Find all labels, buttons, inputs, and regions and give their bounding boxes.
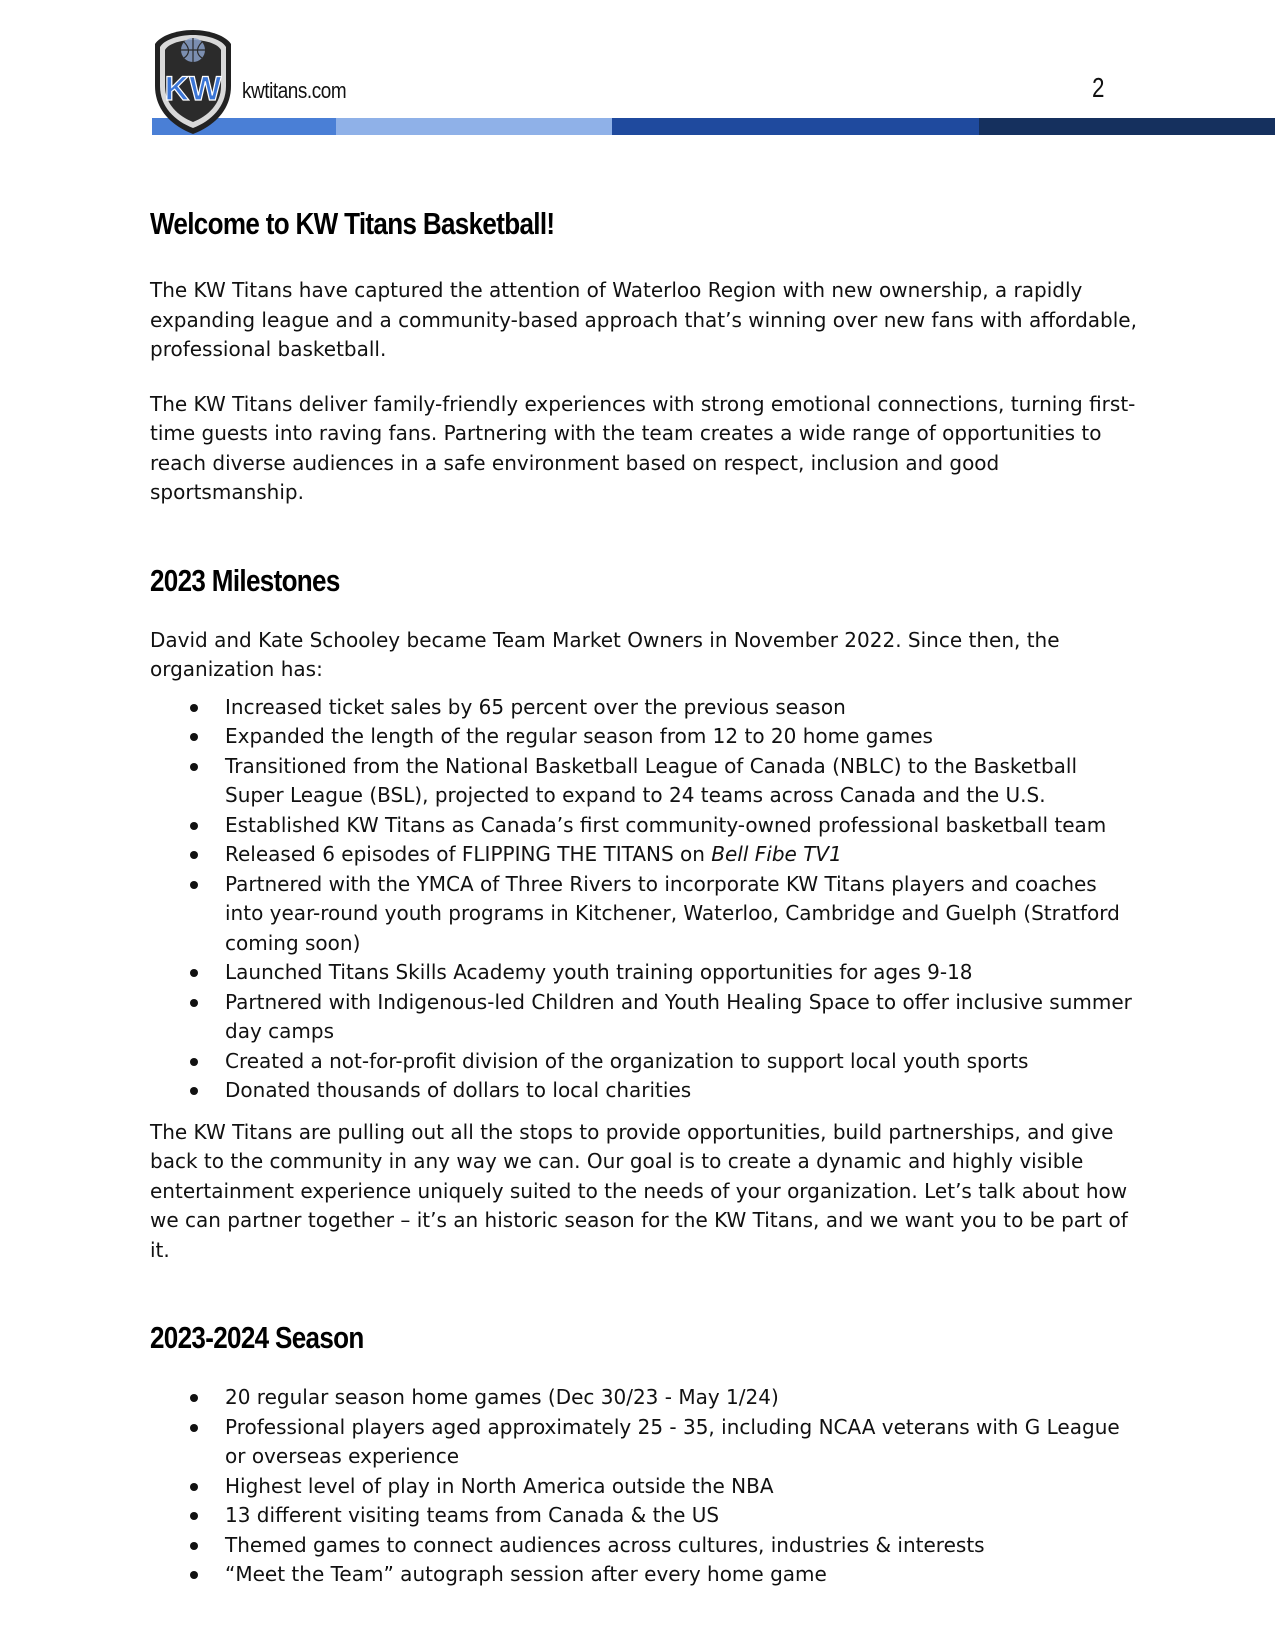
milestones-list [150,693,1140,1106]
release-text: Released 6 episodes of FLIPPING THE TITANS on [225,842,712,866]
header-bar-segment-4 [979,118,1275,135]
welcome-paragraph-2: The KW Titans deliver family-friendly experiences with strong emotional connections, turning first-time guests into raving fans. Partnering with the team creates a wide range of opportunities to reach diverse audiences in a safe environment based on respect, inclusion and good sportsmanship. [150,391,1136,504]
release-network: Bell Fibe TV1 [711,842,842,866]
list-item: Transitioned from the National Basketball League of Canada (NBLC) to the Basketball Super League (BSL), projected to expand to 24 teams across Canada and the U.S. [150,752,1140,811]
header-bar-segment-3 [612,118,979,135]
page-number: 2 [1092,72,1105,103]
list-item: Partnered with the YMCA of Three Rivers to incorporate KW Titans players and coaches into year-round youth programs in Kitchener, Waterloo, Cambridge and Guelph (Stratford coming soon) [150,870,1140,959]
list-item: Created a not-for-profit division of the organization to support local youth sports [150,1047,1140,1077]
list-item: Increased ticket sales by 65 percent over the previous season [150,693,1140,723]
site-url[interactable]: kwtitans.com [242,78,347,103]
page-content [150,200,1140,1590]
header-bar-segment-2 [336,118,612,135]
list-item [150,840,1140,870]
logo-lettering: KW [164,70,222,108]
welcome-paragraph-1: The KW Titans have captured the attention of Waterloo Region with new ownership, a rapidly expanding league and a community-based approach that’s winning over new fans with affordable, professional basketball. [150,278,1137,361]
list-item: 20 regular season home games (Dec 30/23 - May 1/24) [150,1383,1140,1413]
kw-titans-logo [152,28,234,136]
list-item: 13 different visiting teams from Canada & the US [150,1501,1140,1531]
list-item: Established KW Titans as Canada’s first community-owned professional basketball team [150,811,1140,841]
list-item: Donated thousands of dollars to local charities [150,1076,1140,1106]
list-item: Partnered with Indigenous-led Children and Youth Healing Space to offer inclusive summer day camps [150,988,1140,1047]
list-item: Launched Titans Skills Academy youth training opportunities for ages 9-18 [150,958,1140,988]
welcome-title: Welcome to KW Titans Basketball! [150,206,555,241]
season-list [150,1383,1140,1590]
milestones-title: 2023 Milestones [150,562,340,598]
season-title: 2023-2024 Season [150,1320,364,1355]
list-item: Highest level of play in North America outside the NBA [150,1472,1140,1502]
milestones-closing: The KW Titans are pulling out all the stops to provide opportunities, build partnerships, and give back to the community in any way we can. Our goal is to create a dynamic and highly visible entertainment experience uniquely suited to the needs of your organization. Let’s talk about how we can partner together – it’s an historic season for the KW Titans, and we want you to be part of it. [150,1119,1128,1262]
list-item: Professional players aged approximately 25 - 35, including NCAA veterans with G League or overseas experience [150,1413,1140,1472]
list-item: “Meet the Team” autograph session after every home game [150,1560,1140,1590]
page-header [0,0,1275,140]
list-item: Expanded the length of the regular season from 12 to 20 home games [150,722,1140,752]
milestones-intro: David and Kate Schooley became Team Market Owners in November 2022. Since then, the organization has: [150,627,1060,681]
list-item: Themed games to connect audiences across cultures, industries & interests [150,1531,1140,1561]
